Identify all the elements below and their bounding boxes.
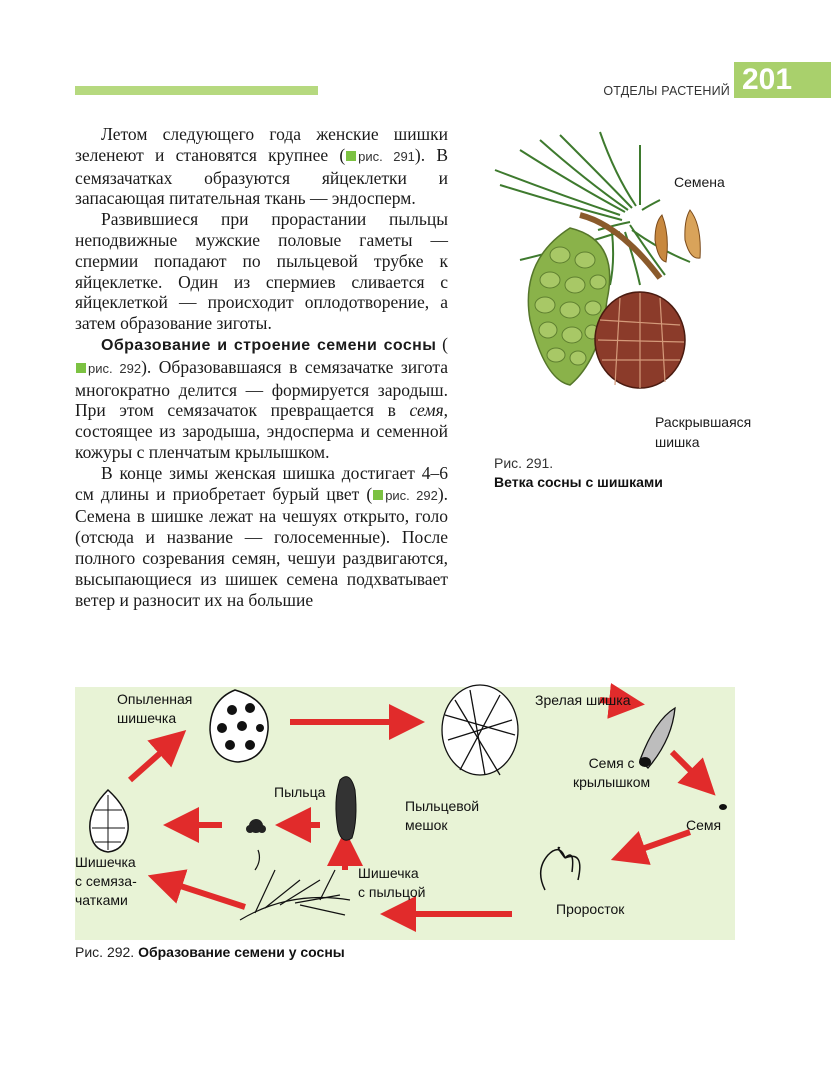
arrow-4-icon <box>625 832 690 855</box>
paragraph-1: Летом следующего года женские шишки зеленеют и становятся крупнее ( рис. 291). В семязачатках образуются яйцеклетки и запасающая питательная ткань — эндосперм. <box>75 124 449 209</box>
pollinated-cone-icon <box>210 690 268 762</box>
paragraph-3: Образование и строение семени сосны (рис. 292). Образовавшаяся в семязачатке зигота многократно делится — формируется зародыш. При этом семязачаток превращается в семя, состоящее из зародыша, эндосперма и семенной кожуры с пленчатым крылышком. <box>75 333 449 462</box>
mature-cone-icon <box>442 685 518 775</box>
figure-ref-link[interactable]: рис. 291 <box>358 148 415 164</box>
pollen-cone-branch-icon <box>240 850 350 920</box>
label-seedling: Проросток <box>556 901 625 917</box>
label-seed: Семя <box>686 817 722 833</box>
figure-ref-link[interactable]: рис. 292 <box>88 360 142 376</box>
figure-291-title: Ветка сосны с шишками <box>494 474 663 490</box>
label-ovule-cone: Шишечка с семяза- чатками <box>75 854 137 908</box>
paragraph-4: В конце зимы женская шишка достигает 4–6 см длины и приобретает бурый цвет ( рис. 292). Семена в шишке лежат на чешуях открыто, голо (отсюда и название — голосеменные). После полного созревания семян, чешуи раздвигаются, высыпающиеся из шишек семена подхватывает ветер и разносит их на большие <box>75 462 449 610</box>
label-open-cone: Раскрывшаяся шишка <box>655 414 752 450</box>
label-mature-cone: Зрелая шишка <box>535 692 631 708</box>
arrow-10-icon <box>130 740 175 780</box>
subheading: Образование и строение семени сосны <box>101 336 437 354</box>
arrow-9-icon <box>162 880 245 907</box>
pollen-grain-icon <box>246 819 266 833</box>
figure-291-number: Рис. 291. <box>494 455 554 471</box>
page-number: 201 <box>734 62 831 98</box>
figure-ref-link[interactable]: рис. 292 <box>385 487 438 503</box>
label-pollen-sac: Пыльцевой мешок <box>405 798 480 833</box>
paragraph-2: Развившиеся при прорастании пыльцы неподвижные мужские половые гаметы — спермии попадают по пыльцевой трубке к яйцеклетке. Один из спермиев сливается с яйцеклеткой — происходит оплодотворение, а затем образование зиготы. <box>75 209 448 334</box>
label-pollen: Пыльца <box>274 784 326 800</box>
figure-292-caption: Рис. 292. Образование семени у сосны <box>75 944 345 960</box>
pollen-sac-icon <box>336 777 356 841</box>
seed-icon <box>719 804 727 810</box>
seedling-icon <box>541 847 580 890</box>
label-pollen-cone: Шишечка с пыльцой <box>358 865 426 900</box>
label-winged-seed: Семя с крылышком <box>573 755 651 790</box>
young-cone-icon <box>90 790 128 852</box>
arrow-3-icon <box>672 752 705 785</box>
section-title: ОТДЕЛЫ РАСТЕНИЙ <box>603 84 730 98</box>
label-pollinated-cone: Опыленная шишечка <box>117 691 193 726</box>
label-seeds: Семена <box>674 174 725 190</box>
